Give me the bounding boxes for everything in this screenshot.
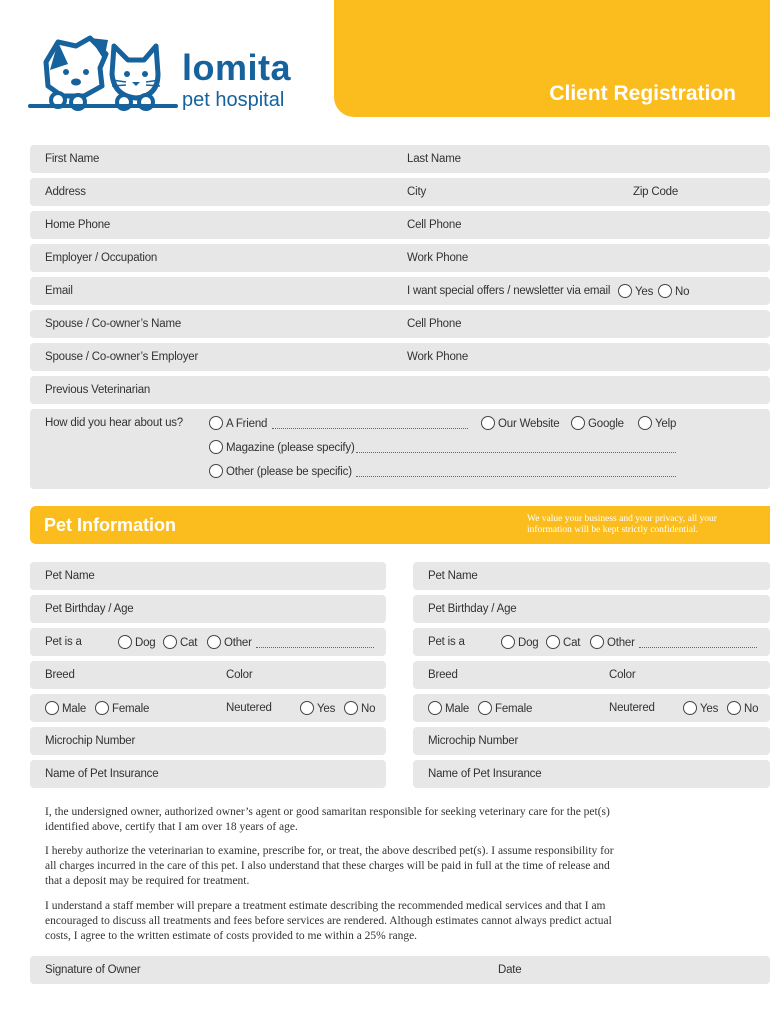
radio-circle-icon [45,701,59,715]
pet-name-label: Pet Name [45,570,95,582]
other-line[interactable] [356,476,676,477]
radio-circle-icon [209,416,223,430]
email-label: Email [45,285,73,297]
legal-paragraph-3: I understand a staff member will prepare a treatment estimate describing the recommended medical services and that I am encouraged to discuss all treatments and fees before services are rendered. Although estimates cannot always predict actual costs, I agree to the written estimate of costs provided to me within a 25% range. [45,900,612,942]
radio-circle-icon [209,464,223,478]
address-label: Address [45,186,86,198]
sex-male-radio[interactable]: Male [428,701,469,715]
species-other-line[interactable] [256,647,374,648]
row-referral [30,409,770,489]
pet-birthday-row[interactable] [413,595,770,623]
referral-yelp-radio[interactable]: Yelp [638,416,676,430]
species-dog-radio[interactable]: Dog [501,635,539,649]
radio-circle-icon [118,635,132,649]
radio-circle-icon [683,701,697,715]
employer-label: Employer / Occupation [45,252,158,264]
home-phone-label: Home Phone [45,219,111,231]
legal-paragraph-1: I, the undersigned owner, authorized owner’s agent or good samaritan responsible for seeking veterinary care for the pet(s) identified above, certify that I am over 18 years of age. [45,806,610,833]
row-spouse-employer[interactable] [30,343,770,371]
radio-circle-icon [590,635,604,649]
radio-circle-icon [618,284,632,298]
neutered-label: Neutered [609,702,655,714]
friend-line[interactable] [272,428,468,429]
microchip-label: Microchip Number [45,735,136,747]
pet-name-label: Pet Name [428,570,478,582]
neutered-yes-radio[interactable]: Yes [683,701,718,715]
logo-subtitle: pet hospital [182,89,285,111]
offers-no-radio[interactable]: No [658,284,689,298]
color-label: Color [609,669,636,681]
radio-circle-icon [95,701,109,715]
magazine-line[interactable] [356,452,676,453]
microchip-label: Microchip Number [428,735,519,747]
species-dog-radio[interactable]: Dog [118,635,156,649]
radio-circle-icon [209,440,223,454]
referral-website-radio[interactable]: Our Website [481,416,560,430]
color-label: Color [226,669,253,681]
radio-circle-icon [481,416,495,430]
pet-birthday-label: Pet Birthday / Age [428,603,517,615]
radio-circle-icon [344,701,358,715]
spouse-work-label: Work Phone [407,351,469,363]
pet-name-row[interactable] [30,562,386,590]
signature-label: Signature of Owner [45,964,141,976]
offers-label: I want special offers / newsletter via email [407,285,611,297]
species-other-line[interactable] [639,647,757,648]
first-name-label: First Name [45,153,100,165]
logo-wordmark: lomita [182,47,292,88]
cell-phone-label: Cell Phone [407,219,462,231]
header-banner [334,0,770,117]
radio-circle-icon [300,701,314,715]
radio-circle-icon [478,701,492,715]
row-prev-vet[interactable] [30,376,770,404]
neutered-label: Neutered [226,702,272,714]
referral-google-radio[interactable]: Google [571,416,624,430]
pet-isa-label: Pet is a [45,636,82,648]
row-employer[interactable] [30,244,770,272]
radio-circle-icon [571,416,585,430]
pet-column-2 [413,562,770,792]
radio-circle-icon [546,635,560,649]
radio-circle-icon [501,635,515,649]
pet-microchip-row[interactable] [413,727,770,755]
pet-column-1 [30,562,386,792]
insurance-label: Name of Pet Insurance [45,768,159,780]
row-spouse[interactable] [30,310,770,338]
row-name[interactable] [30,145,770,173]
neutered-no-radio[interactable]: No [727,701,758,715]
insurance-label: Name of Pet Insurance [428,768,542,780]
date-label: Date [498,964,522,976]
zip-label: Zip Code [633,186,679,198]
pet-birthday-label: Pet Birthday / Age [45,603,134,615]
row-email[interactable] [30,277,770,305]
neutered-yes-radio[interactable]: Yes [300,701,335,715]
last-name-label: Last Name [407,153,461,165]
legal-paragraph-2: I hereby authorize the veterinarian to examine, prescribe for, or treat, the above described pet(s). I assume responsibility for all charges incurred in the care of this pet. I also understand that these charges will be paid in full at the time of release and that a deposit may be required for treatment. [45,845,614,887]
pet-info-title: Pet Information [44,515,177,535]
pet-microchip-row[interactable] [30,727,386,755]
referral-label: How did you hear about us? [45,417,184,429]
prev-vet-label: Previous Veterinarian [45,384,151,396]
pet-info-header [30,506,770,544]
species-other-radio[interactable]: Other [590,635,635,649]
pet-insurance-row[interactable] [30,760,386,788]
referral-other-radio[interactable]: Other (please be specific) [209,464,352,478]
work-phone-label: Work Phone [407,252,469,264]
pet-insurance-row[interactable] [413,760,770,788]
radio-circle-icon [727,701,741,715]
radio-circle-icon [638,416,652,430]
sex-male-radio[interactable]: Male [45,701,86,715]
pet-name-row[interactable] [413,562,770,590]
sex-female-radio[interactable]: Female [478,701,532,715]
page-title: Client Registration [549,82,736,105]
referral-friend-radio[interactable]: A Friend [209,416,267,430]
pet-species-row [413,628,770,656]
referral-magazine-radio[interactable]: Magazine (please specify) [209,440,355,454]
pet-breed-row[interactable] [30,661,386,689]
offers-yes-radio[interactable]: Yes [618,284,653,298]
breed-label: Breed [45,669,75,681]
neutered-no-radio[interactable]: No [344,701,375,715]
pet-birthday-row[interactable] [30,595,386,623]
radio-circle-icon [207,635,221,649]
spouse-name-label: Spouse / Co-owner’s Name [45,318,182,330]
radio-circle-icon [163,635,177,649]
pet-sex-row [30,694,386,722]
pet-breed-row[interactable] [413,661,770,689]
sex-female-radio[interactable]: Female [95,701,149,715]
pet-sex-row [413,694,770,722]
breed-label: Breed [428,669,458,681]
species-cat-radio[interactable]: Cat [163,635,197,649]
spouse-cell-label: Cell Phone [407,318,462,330]
pet-logo-icon [28,34,178,114]
spouse-employer-label: Spouse / Co-owner’s Employer [45,351,199,363]
pet-isa-label: Pet is a [428,636,465,648]
species-other-radio[interactable]: Other [207,635,252,649]
signature-row[interactable] [30,956,770,984]
species-cat-radio[interactable]: Cat [546,635,580,649]
row-address[interactable] [30,178,770,206]
radio-circle-icon [658,284,672,298]
pet-species-row [30,628,386,656]
row-phone[interactable] [30,211,770,239]
city-label: City [407,186,427,198]
privacy-note: We value your business and your privacy, all your information will be kept strictly confidential. [527,514,717,535]
radio-circle-icon [428,701,442,715]
